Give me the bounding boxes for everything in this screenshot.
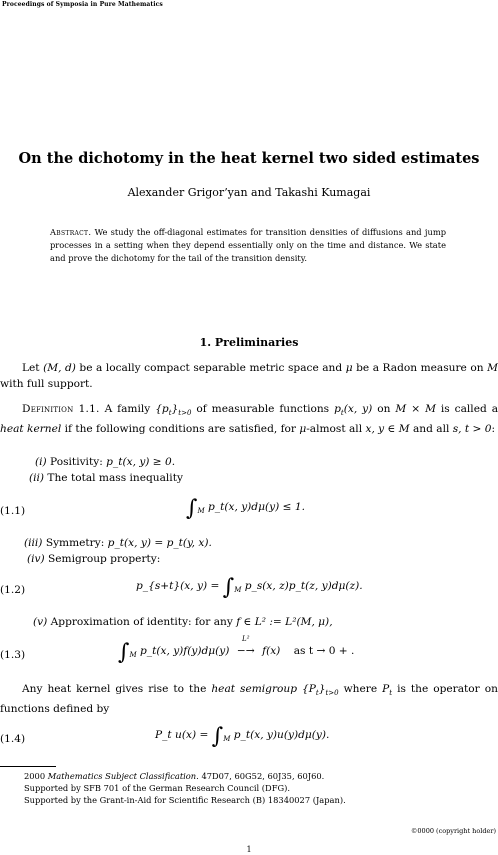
math-inline: s, t > 0 (452, 423, 492, 435)
math-inline: M × M (395, 403, 436, 415)
running-head: Proceedings of Symposia in Pure Mathematics (2, 1, 163, 8)
integral-domain: M (223, 735, 231, 743)
text-fragment: be a locally compact separable metric space and (79, 362, 343, 374)
text-fragment: is called a (440, 403, 498, 415)
math-inline: μ (345, 362, 353, 374)
math-inline: {P (302, 683, 316, 695)
equation-lhs: P_t u(x) = (155, 729, 209, 741)
text-fragment: be a Radon measure on (356, 362, 484, 374)
arrow-glyph: −→ (236, 645, 255, 657)
definition (0, 401, 498, 437)
equation-number: (1.1) (0, 505, 26, 517)
math-inline: } (318, 683, 326, 695)
integral-domain: M (234, 586, 242, 594)
math-sub: t (168, 409, 172, 417)
condition-text: Symmetry: (45, 537, 105, 549)
equation-lhs: p_{s+t}(x, y) = (136, 580, 220, 592)
math-inline: {p (155, 403, 169, 415)
text-fragment: Any heat kernel gives rise to the (22, 683, 207, 695)
math-sub: t>0 (178, 409, 192, 417)
definition-label: Definition 1.1. (22, 403, 100, 415)
condition-text: Semigroup property: (48, 553, 161, 565)
math-inline: M (487, 362, 498, 374)
equation-number: (1.2) (0, 584, 26, 596)
text-fragment: where (343, 683, 378, 695)
equation-body: p_s(x, z)p_t(z, y)dμ(z). (244, 580, 363, 592)
arrow-label: L² (242, 635, 250, 643)
equation-1-4 (155, 726, 329, 748)
condition-item (24, 537, 212, 549)
math-inline: x, y ∈ M (365, 423, 410, 435)
math-inline: p_t(x, y) ≥ 0. (106, 456, 176, 468)
term-emphasis: heat kernel (0, 423, 62, 435)
page-number: 1 (246, 845, 252, 854)
abstract-text: We study the off-diagonal estimates for transition densities of diffusions and jump processes in a setting when they depend essentially only on the time and distance. We state and prove the dichotomy for the tail of the transition density. (50, 227, 447, 263)
math-sub: t>0 (325, 689, 339, 697)
math-inline: (M, d) (43, 362, 76, 374)
integral-domain: M (129, 651, 137, 659)
condition-item (33, 616, 333, 628)
condition-number: (iv) (27, 553, 45, 565)
paper-title: On the dichotomy in the heat kernel two sided estimates (18, 150, 480, 167)
math-inline: μ (299, 423, 307, 435)
text-fragment: and all (412, 423, 450, 435)
text-fragment: A family (104, 403, 151, 415)
footnote-support-2: Supported by the Grant-in-Aid for Scientific Research (B) 18340027 (Japan). (24, 795, 346, 805)
integral-sign: ∫ (222, 575, 235, 600)
abstract (50, 226, 446, 265)
footnote-msc (24, 770, 346, 782)
equation-body: p_t(x, y)f(y)dμ(y) (140, 645, 230, 657)
text-fragment: : (491, 423, 496, 435)
section-heading: 1. Preliminaries (199, 336, 299, 349)
equation-1-1 (186, 498, 305, 520)
abstract-label: Abstract. (50, 227, 92, 237)
condition-text: Positivity: (50, 456, 103, 468)
condition-number: (v) (33, 616, 48, 628)
convergence-arrow (233, 635, 259, 657)
text-fragment: with full support. (0, 378, 93, 390)
condition-item (29, 472, 183, 484)
integral-sign: ∫ (118, 640, 130, 665)
paragraph-intro (0, 360, 498, 392)
text-fragment: if the following conditions are satisfied, for (64, 423, 296, 435)
copyright-notice: ©0000 (copyright holder) (410, 827, 496, 835)
equation-1-3 (118, 635, 355, 665)
condition-number: (ii) (29, 472, 45, 484)
condition-text: Approximation of identity: for any (50, 616, 233, 628)
equation-number: (1.3) (0, 649, 26, 661)
equation-body: p_t(x, y)u(y)dμ(y). (233, 729, 330, 741)
math-inline: f ∈ L² := L²(M, μ), (236, 616, 333, 628)
integral-sign: ∫ (211, 724, 224, 749)
math-sub: t (389, 689, 393, 697)
integral-domain: M (197, 507, 205, 515)
condition-item (35, 456, 175, 468)
math-sub: t (340, 409, 344, 417)
footnote-rule (0, 766, 56, 767)
msc-year: 2000 (24, 771, 46, 781)
math-inline: (x, y) (343, 403, 373, 415)
math-inline: p_t(x, y) = p_t(y, x). (107, 537, 212, 549)
equation-rhs: f(x) (262, 645, 281, 657)
equation-body: p_t(x, y)dμ(y) ≤ 1. (208, 501, 305, 513)
math-sub: t (315, 689, 319, 697)
footnotes (24, 770, 346, 806)
equation-number: (1.4) (0, 733, 26, 745)
equation-condition: as t → 0 + . (293, 645, 355, 657)
condition-number: (iii) (24, 537, 43, 549)
integral-sign: ∫ (186, 496, 198, 521)
authors: Alexander Grigor’yan and Takashi Kumagai (127, 186, 371, 199)
math-inline: P (382, 683, 390, 695)
math-inline: } (171, 403, 179, 415)
text-fragment: -almost all (306, 423, 363, 435)
condition-item (27, 553, 160, 565)
text-fragment: is the operator on functions defined by (0, 683, 498, 715)
term-emphasis: heat semigroup (211, 683, 297, 695)
condition-text: The total mass inequality (47, 472, 183, 484)
text-fragment: of measurable functions (196, 403, 330, 415)
text-fragment: Let (22, 362, 40, 374)
msc-codes: 47D07, 60G52, 60J35, 60J60. (201, 771, 325, 781)
footnote-support-1: Supported by SFB 701 of the German Research Council (DFG). (24, 783, 290, 793)
msc-label: Mathematics Subject Classification. (47, 771, 199, 781)
condition-number: (i) (35, 456, 47, 468)
text-fragment: on (377, 403, 391, 415)
equation-1-2 (136, 577, 363, 599)
math-inline: p (334, 403, 341, 415)
paragraph-semigroup (0, 681, 498, 717)
